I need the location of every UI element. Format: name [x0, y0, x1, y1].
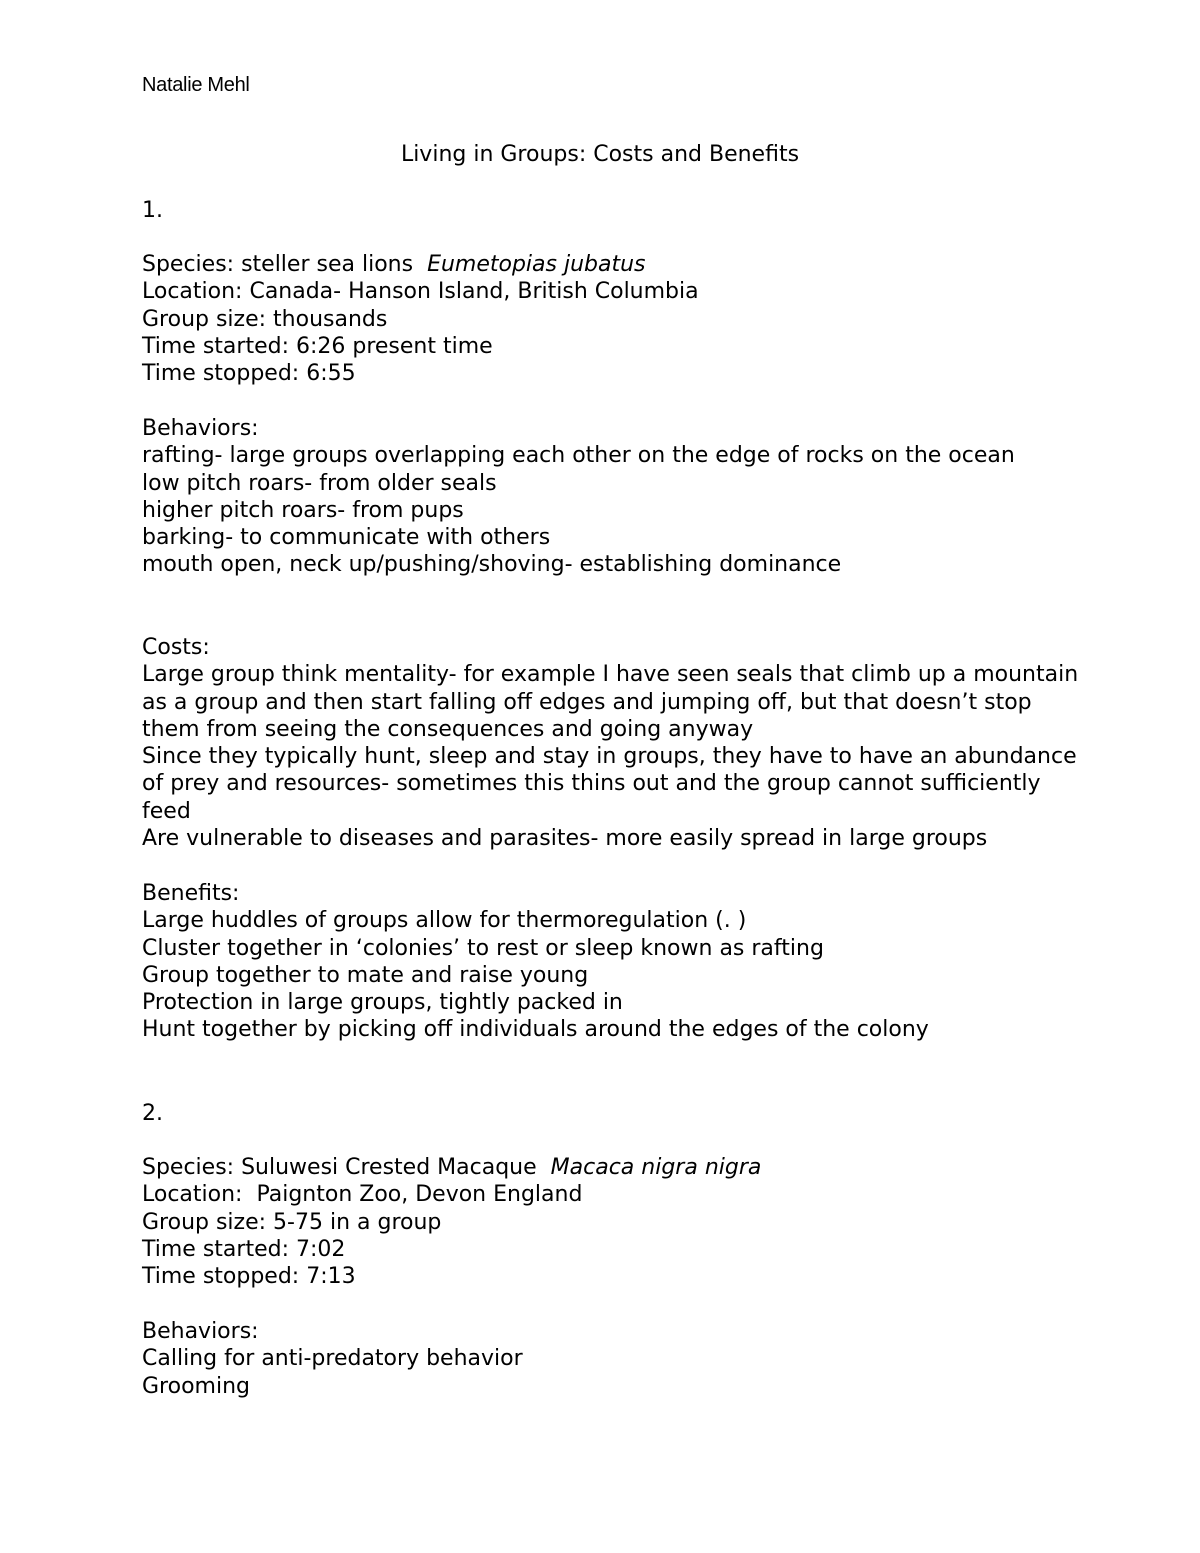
time-started-line: Time started: 6:26 present time: [142, 333, 493, 359]
location-line: Location: Paignton Zoo, Devon England: [142, 1182, 583, 1208]
costs-heading: Costs:: [142, 635, 210, 660]
observation-2-behaviors: [142, 1318, 1082, 1400]
behavior-item: higher pitch roars- from pups: [142, 497, 464, 523]
behavior-item: Grooming: [142, 1373, 250, 1399]
behaviors-heading: Behaviors:: [142, 1319, 259, 1344]
benefit-item: Group together to mate and raise young: [142, 962, 589, 988]
species-scientific-name: Eumetopias jubatus: [427, 252, 646, 277]
behaviors-heading: Behaviors:: [142, 416, 259, 441]
location-line: Location: Canada- Hanson Island, British Columbia: [142, 279, 699, 305]
species-label: Species: Suluwesi Crested Macaque: [142, 1155, 537, 1180]
behavior-item: Calling for anti-predatory behavior: [142, 1346, 523, 1372]
time-started-line: Time started: 7:02: [142, 1236, 346, 1262]
group-size-line: Group size: 5-75 in a group: [142, 1209, 442, 1235]
species-scientific-name: Macaca nigra nigra: [550, 1155, 762, 1180]
observation-number: 1.: [142, 198, 163, 223]
benefit-item: Cluster together in ‘colonies’ to rest or sleep known as rafting: [142, 935, 824, 961]
observation-2-number: [142, 1100, 1082, 1127]
observation-1-number: [142, 197, 1082, 224]
observation-number: 2.: [142, 1101, 163, 1126]
behavior-item: low pitch roars- from older seals: [142, 470, 497, 496]
cost-item: Since they typically hunt, sleep and stay in groups, they have to have an abundance of prey and resources- sometimes this thins out and the group cannot sufficiently feed: [142, 744, 1077, 824]
observation-1-behaviors: [142, 415, 1082, 579]
benefit-item: Large huddles of groups allow for thermoregulation (. ): [142, 908, 747, 934]
time-stopped-line: Time stopped: 6:55: [142, 361, 356, 387]
time-stopped-line: Time stopped: 7:13: [142, 1264, 356, 1290]
document-title: Living in Groups: Costs and Benefits: [400, 142, 800, 167]
species-label: Species: steller sea lions: [142, 252, 414, 277]
benefit-item: Hunt together by picking off individuals around the edges of the colony: [142, 1017, 929, 1043]
observation-2-details: [142, 1154, 1082, 1290]
benefits-heading: Benefits:: [142, 881, 240, 906]
species-line: [142, 1154, 1082, 1181]
author-name: Natalie Mehl: [142, 74, 250, 96]
species-line: [142, 251, 1082, 278]
behavior-item: rafting- large groups overlapping each other on the edge of rocks on the ocean: [142, 443, 1015, 469]
observation-1-benefits: [142, 880, 1082, 1044]
observation-1-details: [142, 251, 1082, 387]
behavior-item: barking- to communicate with others: [142, 525, 551, 551]
cost-item: Large group think mentality- for example I have seen seals that climb up a mountain as a group and then start falling off edges and jumping off, but that doesn’t stop them from seeing the consequences and going anyway: [142, 662, 1079, 742]
observation-1-costs: [142, 634, 1082, 852]
group-size-line: Group size: thousands: [142, 306, 388, 332]
benefit-item: Protection in large groups, tightly packed in: [142, 990, 623, 1016]
behavior-item: mouth open, neck up/pushing/shoving- establishing dominance: [142, 552, 842, 578]
cost-item: Are vulnerable to diseases and parasites- more easily spread in large groups: [142, 826, 988, 852]
